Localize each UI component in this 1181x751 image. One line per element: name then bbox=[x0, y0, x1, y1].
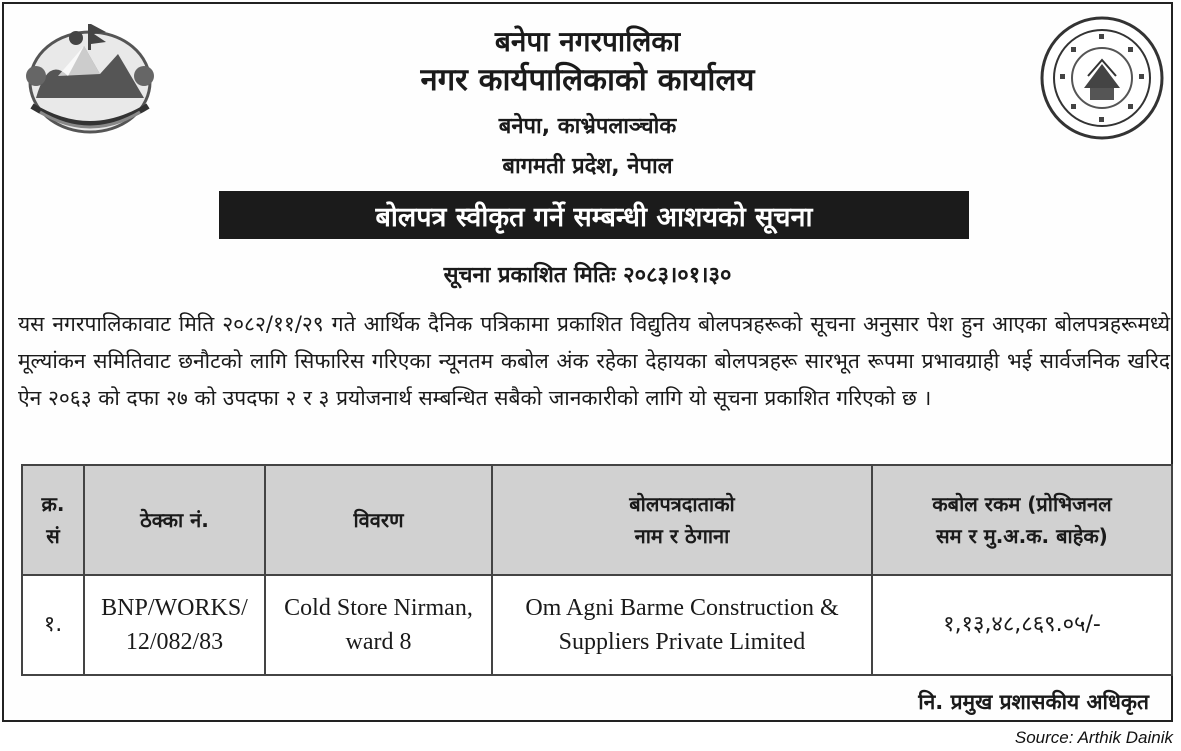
table-header-row bbox=[22, 465, 1172, 575]
col-header-bidder-line2: नाम र ठेगाना bbox=[634, 524, 730, 548]
col-header-amount-line1: कबोल रकम (प्रोभिजनल bbox=[932, 492, 1112, 516]
notice-body: यस नगरपालिकावाट मिति २०८२/११/२९ गते आर्थिक दैनिक पत्रिकामा प्रकाशित विद्युतिय बोलपत्रहरूको सूचना अनुसार पेश हुन आएका बोलपत्रहरूमध्ये मूल्यांकन समितिवाट छनौटको लागि सिफारिस गरिएका न्यूनतम कबोल अंक रहेका देहायका बोलपत्रहरू सारभूत रूपमा प्रभावग्राही भई सार्वजनिक खरिद ऐन २०६३ को दफा २७ को उपदफा २ र ३ प्रयोजनार्थ सम्बन्धित सबैको जानकारीको लागि यो सूचना प्रकाशित गरिएको छ । bbox=[18, 312, 1170, 410]
cell-bidder bbox=[492, 575, 872, 675]
province-country: बागमती प्रदेश, नेपाल bbox=[502, 154, 673, 179]
table-row bbox=[22, 575, 1172, 675]
col-header-bidder-line1: बोलपत्रदाताको bbox=[629, 492, 735, 516]
cell-contract-line2: 12/082/83 bbox=[125, 629, 224, 655]
municipality-name: बनेपा नगरपालिका bbox=[494, 25, 681, 58]
cell-description-line1: Cold Store Nirman, bbox=[284, 595, 473, 621]
cell-amount: १,१३,४८,८६९.०५/- bbox=[872, 575, 1172, 675]
col-header-sn bbox=[22, 465, 84, 575]
tender-table bbox=[21, 464, 1173, 676]
col-header-sn-line2: सं bbox=[46, 524, 60, 548]
signatory-title: नि. प्रमुख प्रशासकीय अधिकृत bbox=[918, 690, 1149, 714]
cell-sn: १. bbox=[22, 575, 84, 675]
col-header-contract: ठेक्का नं. bbox=[84, 465, 265, 575]
office-location: बनेपा, काभ्रेपलाञ्चोक bbox=[498, 114, 677, 139]
notice-title: बोलपत्र स्वीकृत गर्ने सम्बन्धी आशयको सूचना bbox=[375, 201, 813, 233]
cell-description bbox=[265, 575, 492, 675]
cell-bidder-line1: Om Agni Barme Construction & bbox=[525, 595, 839, 621]
col-header-description: विवरण bbox=[265, 465, 492, 575]
source-credit: Source: Arthik Dainik bbox=[1014, 728, 1173, 747]
office-name: नगर कार्यपालिकाको कार्यालय bbox=[420, 62, 755, 98]
col-header-amount-line2: सम र मु.अ.क. बाहेक) bbox=[936, 524, 1108, 548]
cell-description-line2: ward 8 bbox=[345, 629, 412, 655]
col-header-bidder bbox=[492, 465, 872, 575]
cell-contract bbox=[84, 575, 265, 675]
col-header-amount bbox=[872, 465, 1172, 575]
cell-bidder-line2: Suppliers Private Limited bbox=[558, 629, 806, 655]
col-header-sn-line1: क्र. bbox=[41, 492, 65, 516]
cell-contract-line1: BNP/WORKS/ bbox=[101, 595, 248, 621]
notice-title-banner bbox=[219, 191, 969, 239]
publish-date: सूचना प्रकाशित मितिः २०८३।०१।३० bbox=[443, 263, 732, 288]
notice-frame bbox=[2, 2, 1173, 722]
